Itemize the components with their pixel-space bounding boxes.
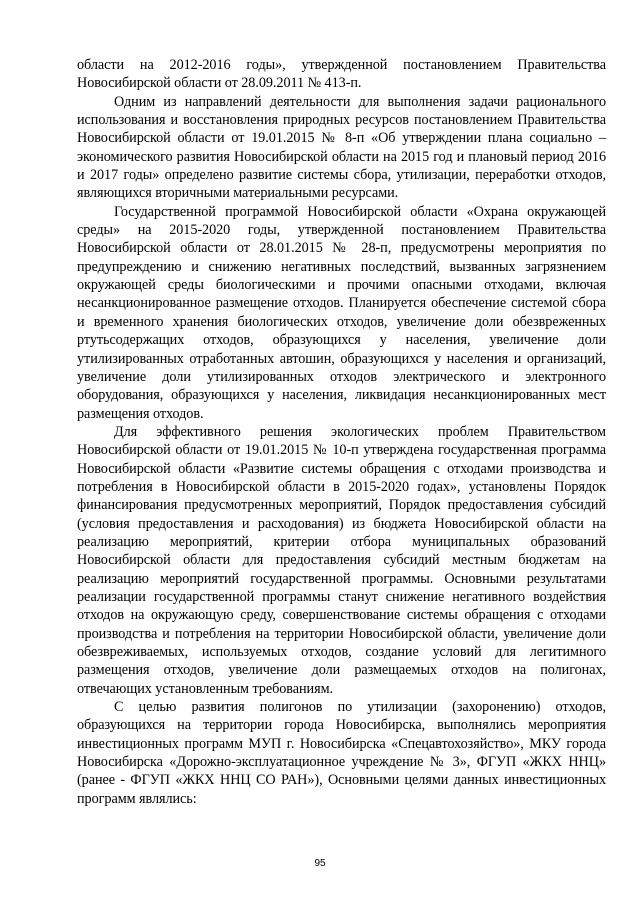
page-number: 95: [314, 858, 326, 869]
paragraph-landfill-development: С целью развития полигонов по утилизации (захоронению) отходов, образующихся на территории города Новосибирска, выполнялись мероприятия инвестиционных программ МУП г. Новосибирска «Спецавтохозяйство», МКУ города Новосибирска «Дорожно-эксплуатационное учреждение № 3», ФГУП «ЖКХ ННЦ» (ранее - ФГУП «ЖКХ ННЦ СО РАН»), Основными целями данных инвестиционных программ являлись:: [77, 699, 606, 807]
document-body: [77, 56, 606, 808]
paragraph-environment-program: Государственной программой Новосибирской области «Охрана окружающей среды» на 2015-2020 годы, утвержденной постановлением Правительства Новосибирской области от 28.01.2015 № 28-п, предусмотрены мероприятия по предупреждению и снижению негативных последствий, вызванных загрязнением окружающей среды биологическими и прочими опасными отходами, включая несанкционированное размещение отходов. Планируется обеспечение системой сбора и временного хранения биологических отходов, увеличение доли обезвреженных ртутьсодержащих отходов, образующихся у населения, увеличение доли утилизированных отработанных автошин, образующихся у населения и организаций, увеличение доли утилизированных отходов электрического и электронного оборудования, образующихся у населения, ликвидация несанкционированных мест размещения отходов.: [77, 203, 606, 422]
paragraph-resource-use: Одним из направлений деятельности для выполнения задачи рационального использования и восстановления природных ресурсов постановлением Правительства Новосибирской области от 19.01.2015 № 8-п «Об утверждении плана социально – экономического развития Новосибирской области на 2015 год и плановый период 2016 и 2017 годы» определено развитие системы сбора, утилизации, переработки отходов, являющихся вторичными материальными ресурсами.: [77, 93, 606, 202]
paragraph-waste-program: Для эффективного решения экологических проблем Правительством Новосибирской области от 19.01.2015 № 10-п утверждена государственная программа Новосибирской области «Развитие системы обращения с отходами производства и потребления в Новосибирской области в 2015-2020 годах», установлены Порядок финансирования предусмотренных мероприятий, Порядок предоставления субсидий (условия предоставления и расходования) из бюджета Новосибирской области на реализацию мероприятий, критерии отбора муниципальных образований Новосибирской области для предоставления субсидий местным бюджетам на реализацию мероприятий государственной программы. Основными результатами реализации государственной программы станут снижение негативного воздействия отходов на окружающую среду, совершенствование системы обращения с отходами производства и потребления на территории Новосибирской области, увеличение доли обезвреживаемых, используемых отходов, создание условий для легитимного размещения отходов, увеличение доли размещаемых отходов на полигонах, отвечающих установленным требованиям.: [77, 423, 606, 697]
paragraph-continuation: области на 2012-2016 годы», утвержденной постановлением Правительства Новосибирской области от 28.09.2011 № 413-п.: [77, 57, 606, 92]
